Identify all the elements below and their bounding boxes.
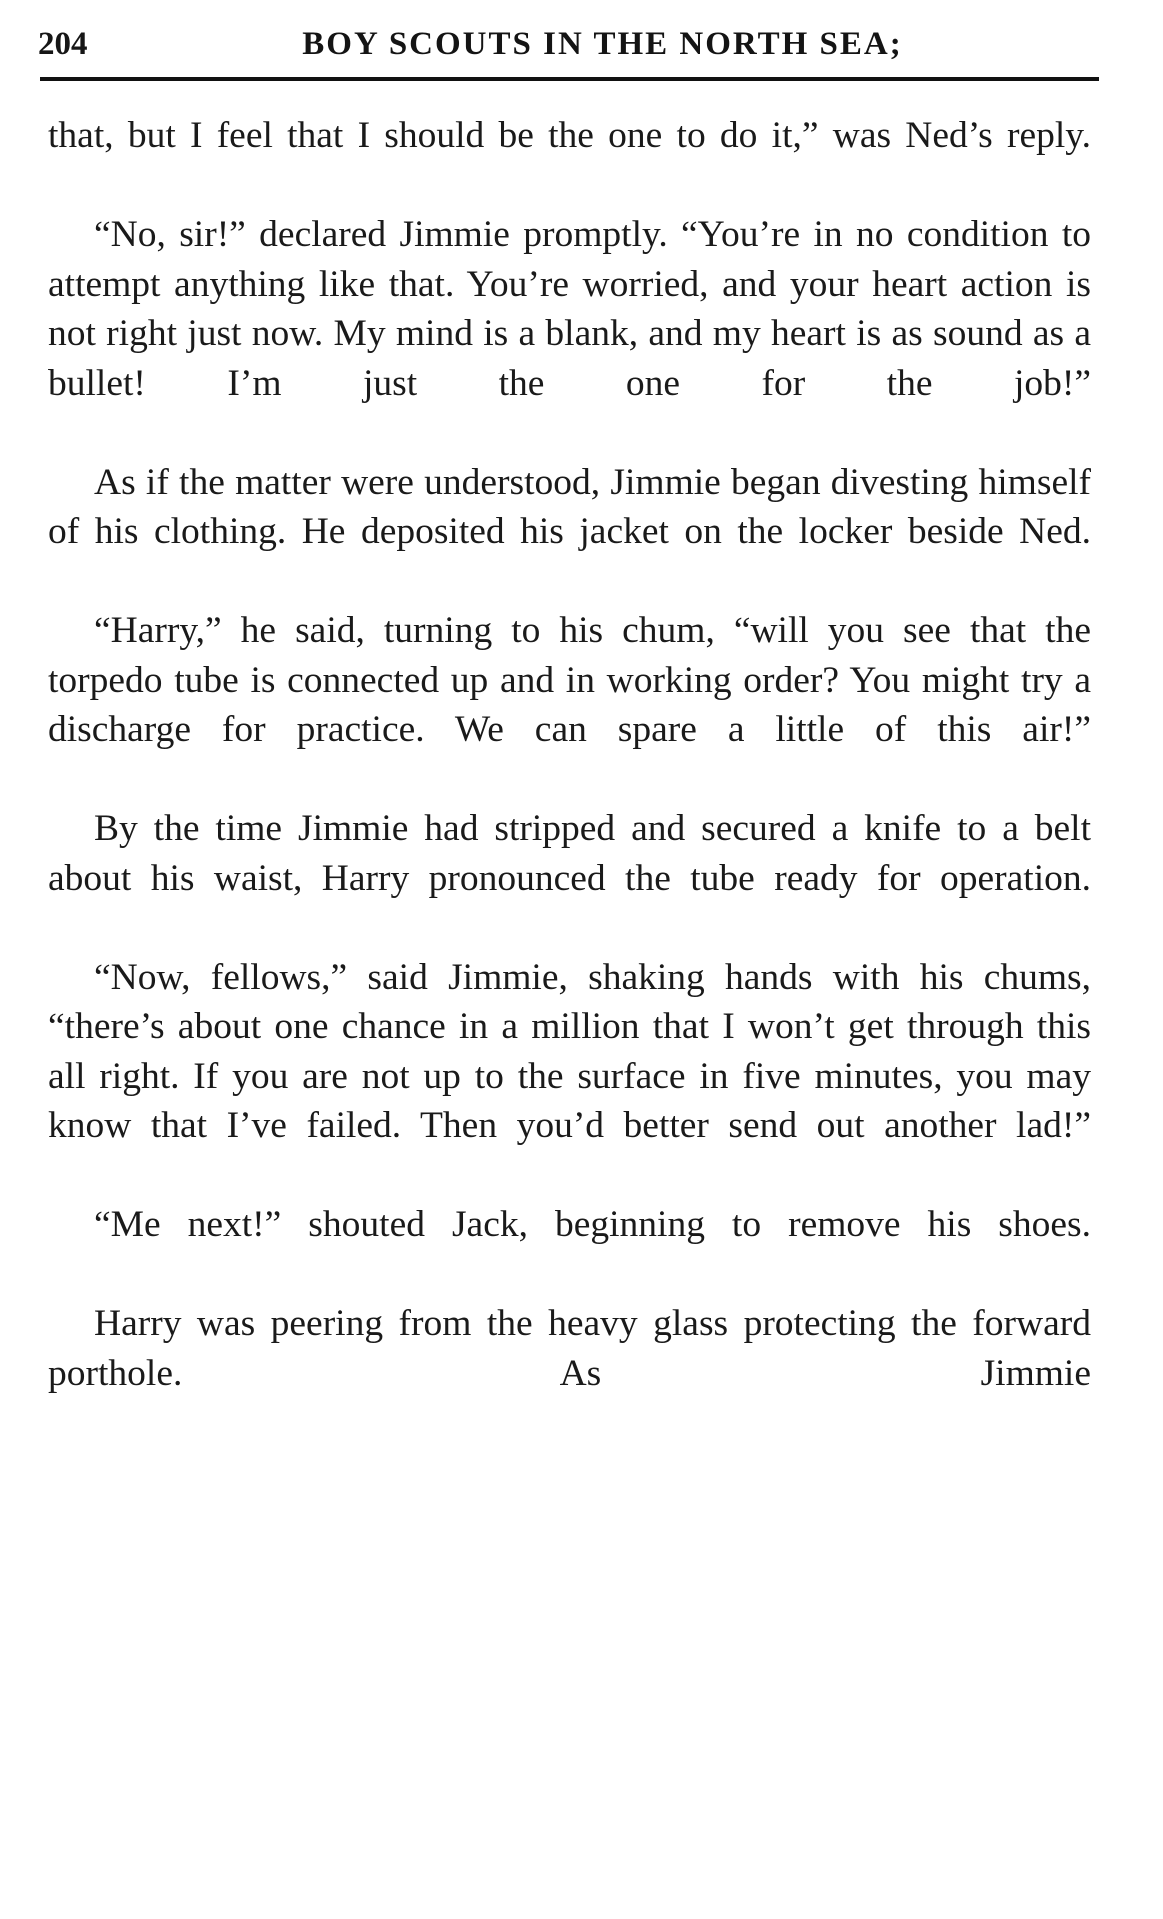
paragraph: “Harry,” he said, turning to his chum, “will you see that the torpedo tube is connected up and in working order? You might try a discharge for practice. We can spare a little of this air!” (48, 610, 1091, 750)
paragraph: “No, sir!” declared Jimmie promptly. “You’re in no condition to attempt anything like that. You’re worried, and your heart action is not right just now. My mind is a blank, and my heart is as sound as a bullet! I’m just the one for the job!” (48, 214, 1091, 404)
running-head-title: BOY SCOUTS IN THE NORTH SEA; (302, 26, 903, 62)
paragraph: that, but I feel that I should be the one to do it,” was Ned’s reply. (48, 115, 1091, 156)
paragraph: Harry was peering from the heavy glass protecting the forward porthole. As Jimmie (48, 1303, 1091, 1394)
page-header (38, 26, 1111, 63)
paragraph: “Me next!” shouted Jack, beginning to remove his shoes. (94, 1204, 1091, 1245)
paragraph: By the time Jimmie had stripped and secured a knife to a belt about his waist, Harry pronounced the tube ready for operation. (48, 808, 1091, 899)
body-text (38, 111, 1105, 1448)
header-rule (40, 77, 1099, 81)
page-number: 204 (38, 26, 88, 62)
paragraph: “Now, fellows,” said Jimmie, shaking hands with his chums, “there’s about one chance in a million that I won’t get through this all right. If you are not up to the surface in five minutes, you may know that I’ve failed. Then you’d better send out another lad!” (48, 956, 1091, 1146)
paragraph: As if the matter were understood, Jimmie began divesting himself of his clothing. He deposited his jacket on the locker beside Ned. (48, 461, 1091, 552)
